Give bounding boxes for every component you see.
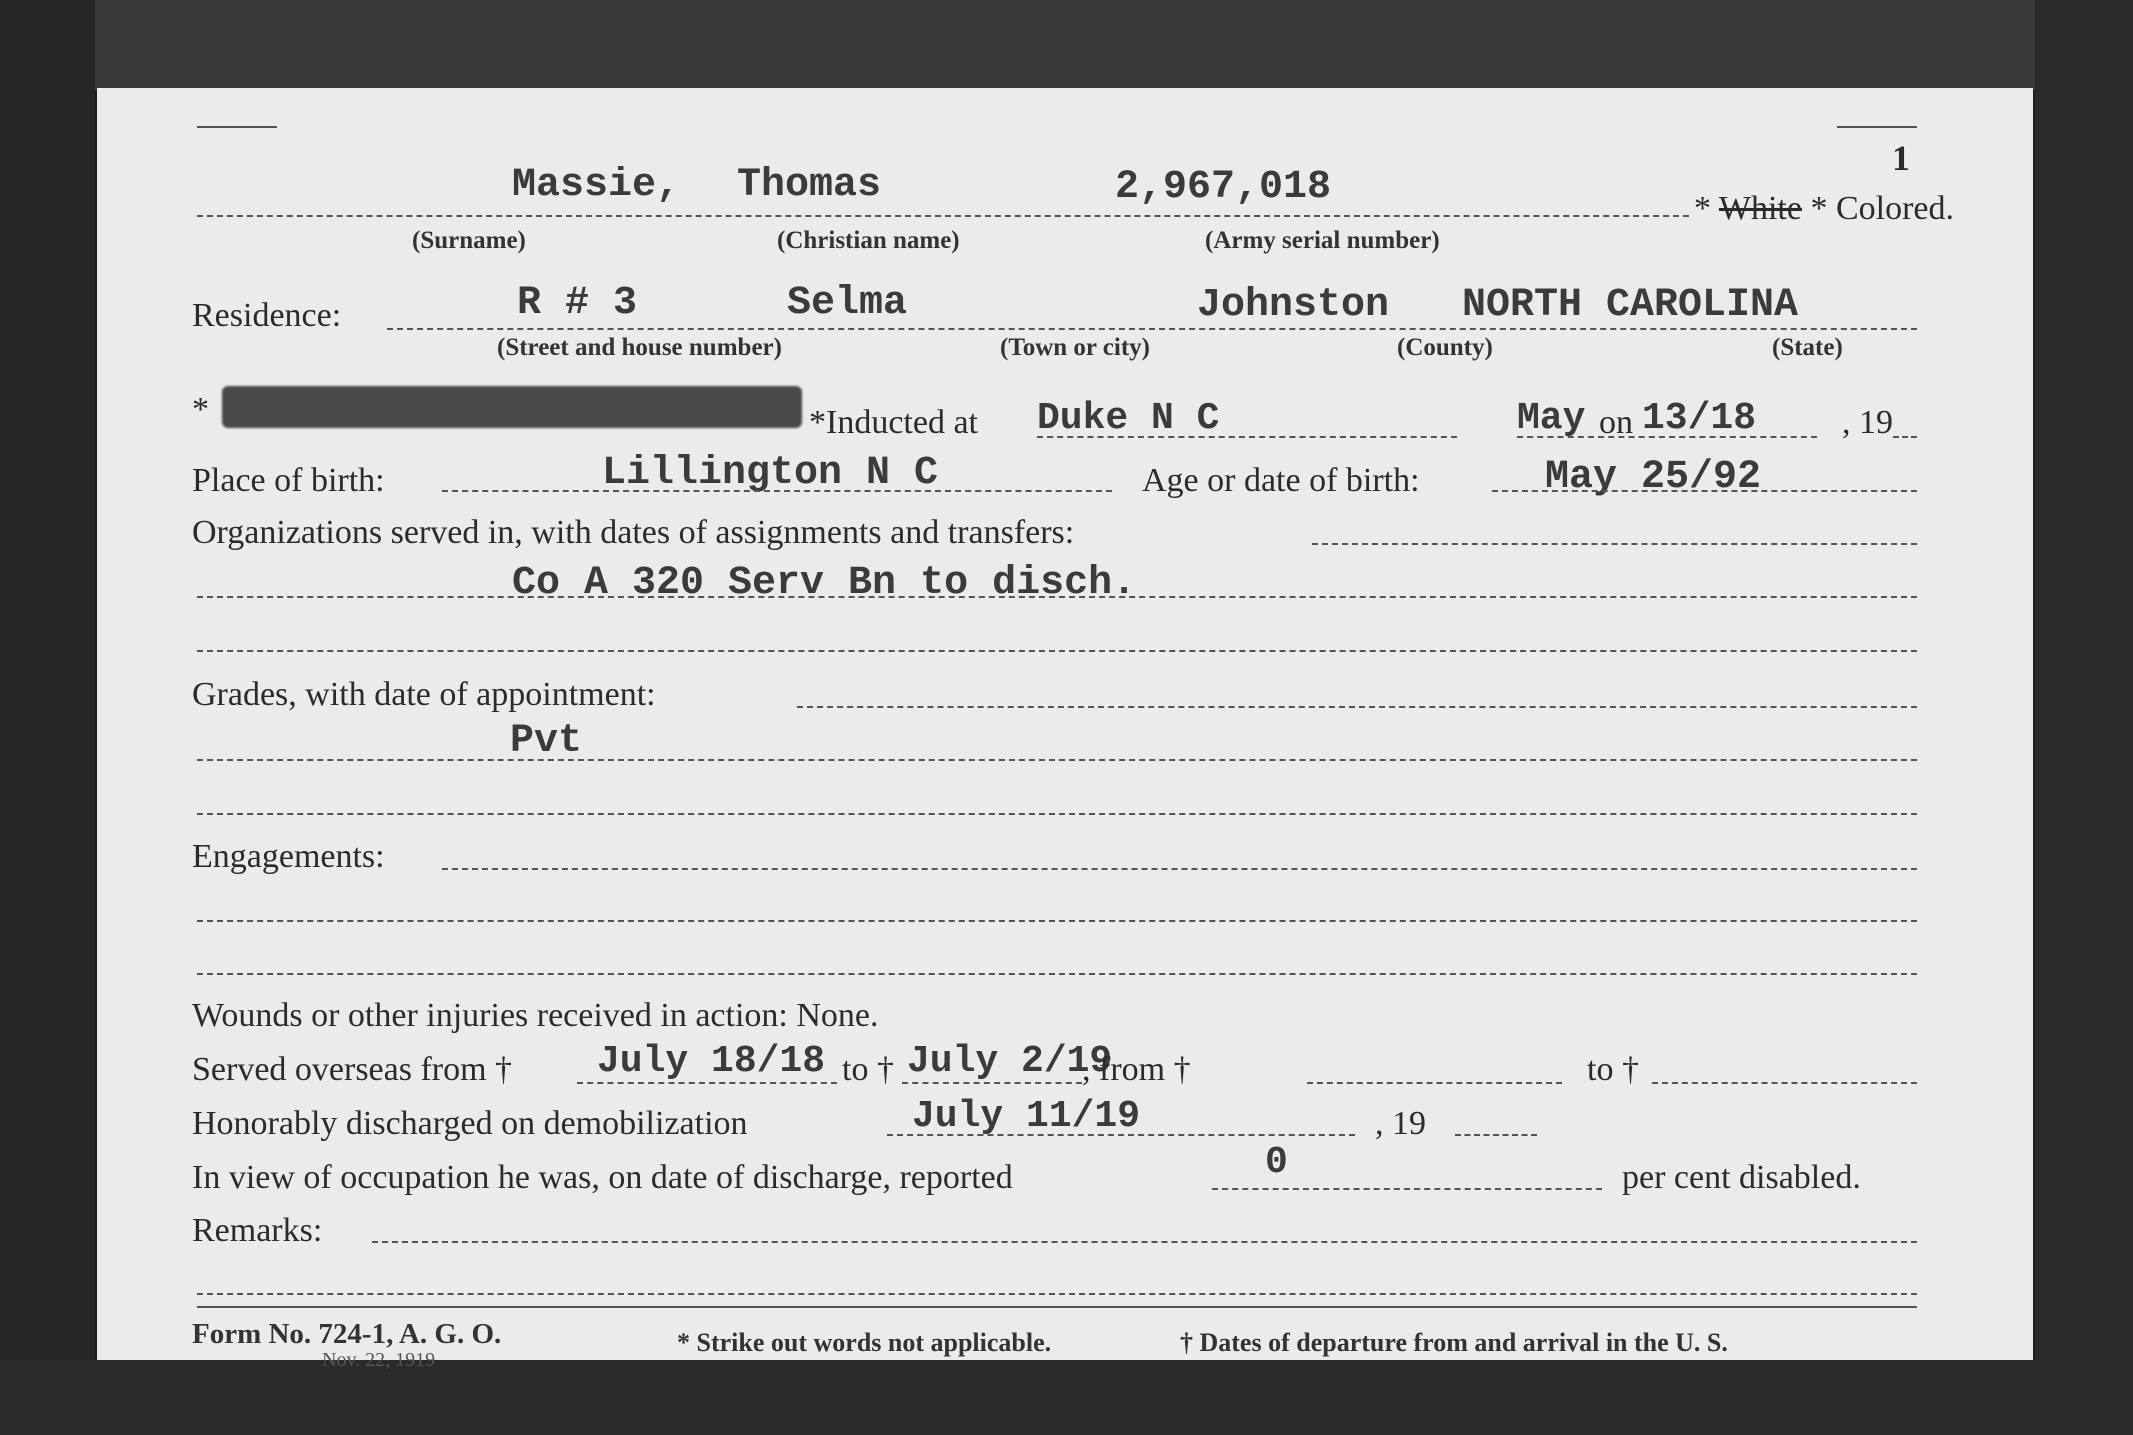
overseas-to2-line bbox=[1652, 1082, 1917, 1084]
age-line bbox=[1492, 490, 1917, 492]
card-number: 1 bbox=[1892, 138, 1910, 178]
overseas-to-value: July 2/19 bbox=[907, 1040, 1113, 1083]
discharge-value: July 11/19 bbox=[912, 1095, 1141, 1138]
serial-caption: (Army serial number) bbox=[1205, 227, 1440, 254]
grades-label: Grades, with date of appointment: bbox=[192, 676, 656, 713]
surname-caption: (Surname) bbox=[412, 227, 526, 254]
residence-street-value: R # 3 bbox=[517, 281, 638, 326]
place-of-birth-label: Place of birth: bbox=[192, 462, 385, 499]
residence-label: Residence: bbox=[192, 297, 342, 334]
discharge-year-suffix: , 19 bbox=[1375, 1105, 1426, 1142]
grades-line-3 bbox=[197, 813, 1917, 815]
overseas-from2-label: , from † bbox=[1082, 1051, 1191, 1088]
induction-year-line bbox=[1893, 436, 1917, 438]
form-number: Form No. 724-1, A. G. O. bbox=[192, 1318, 502, 1350]
remarks-line-1 bbox=[372, 1241, 1917, 1243]
enlistment-asterisk: * bbox=[192, 391, 209, 428]
organizations-label: Organizations served in, with dates of assignments and transfers: bbox=[192, 514, 1075, 551]
redaction-smudge bbox=[222, 386, 802, 428]
overseas-label: Served overseas from † bbox=[192, 1051, 513, 1088]
residence-line bbox=[387, 328, 1917, 330]
top-left-rule bbox=[197, 126, 277, 128]
organizations-value: Co A 320 Serv Bn to disch. bbox=[512, 561, 1137, 606]
race-field bbox=[1694, 192, 1954, 226]
scan-background-right bbox=[2035, 0, 2133, 1435]
top-right-rule bbox=[1837, 126, 1917, 128]
place-of-birth-line bbox=[442, 490, 1112, 492]
remarks-line-2 bbox=[197, 1293, 1917, 1295]
overseas-from-line bbox=[577, 1082, 837, 1084]
engagements-line-2 bbox=[197, 920, 1917, 922]
scan-background-left bbox=[0, 0, 95, 1435]
induction-date-line bbox=[1517, 436, 1817, 438]
inducted-label: *Inducted at bbox=[809, 404, 978, 441]
given-name-value: Thomas bbox=[737, 163, 882, 208]
induction-year-suffix: , 19 bbox=[1842, 404, 1893, 441]
residence-state-value: NORTH CAROLINA bbox=[1462, 283, 1799, 328]
discharge-year-line bbox=[1455, 1134, 1537, 1136]
residence-town-value: Selma bbox=[787, 281, 908, 326]
race-white-struck: White bbox=[1718, 190, 1802, 227]
organizations-line-2 bbox=[197, 596, 1917, 598]
inducted-line bbox=[1037, 436, 1457, 438]
county-caption: (County) bbox=[1397, 334, 1493, 361]
organizations-line-1 bbox=[1312, 543, 1917, 545]
grades-line-1 bbox=[797, 706, 1917, 708]
residence-county-value: Johnston bbox=[1197, 283, 1390, 328]
overseas-from2-line bbox=[1307, 1082, 1562, 1084]
race-colored: * Colored. bbox=[1801, 190, 1955, 227]
wounds-text: Wounds or other injuries received in action: None. bbox=[192, 997, 879, 1034]
footer-rule bbox=[197, 1306, 1917, 1308]
scan-background-bottom bbox=[0, 1360, 2133, 1435]
form-date: Nov. 22, 1919 bbox=[322, 1349, 436, 1371]
age-label: Age or date of birth: bbox=[1142, 462, 1420, 499]
service-record-card bbox=[97, 88, 2033, 1371]
town-caption: (Town or city) bbox=[1000, 334, 1150, 361]
disability-line bbox=[1212, 1188, 1602, 1190]
induction-month-value: May bbox=[1517, 397, 1586, 440]
remarks-label: Remarks: bbox=[192, 1212, 323, 1249]
state-caption: (State) bbox=[1772, 334, 1843, 361]
street-caption: (Street and house number) bbox=[497, 334, 782, 361]
engagements-label: Engagements: bbox=[192, 838, 385, 875]
engagements-line-3 bbox=[197, 973, 1917, 975]
discharge-label: Honorably discharged on demobilization bbox=[192, 1105, 748, 1142]
disability-label: In view of occupation he was, on date of discharge, reported bbox=[192, 1159, 1013, 1196]
overseas-to2-label: to † bbox=[1587, 1051, 1639, 1088]
disability-value: 0 bbox=[1265, 1141, 1288, 1184]
induction-day-value: 13/18 bbox=[1642, 397, 1757, 440]
grades-value: Pvt bbox=[510, 719, 583, 764]
overseas-from-value: July 18/18 bbox=[597, 1040, 826, 1083]
overseas-to-line bbox=[902, 1082, 1082, 1084]
race-prefix: * bbox=[1694, 190, 1719, 227]
footer-note-strike: * Strike out words not applicable. bbox=[677, 1328, 1052, 1357]
grades-line-2 bbox=[197, 759, 1917, 761]
footer-note-dates: † Dates of departure from and arrival in the U. S. bbox=[1180, 1328, 1728, 1357]
discharge-line bbox=[887, 1134, 1355, 1136]
surname-value: Massie, bbox=[512, 163, 681, 208]
serial-value: 2,967,018 bbox=[1115, 165, 1332, 210]
place-of-birth-value: Lillington N C bbox=[602, 451, 939, 496]
disability-suffix: per cent disabled. bbox=[1622, 1159, 1861, 1196]
inducted-place-value: Duke N C bbox=[1037, 397, 1220, 440]
age-value: May 25/92 bbox=[1545, 455, 1762, 500]
name-line bbox=[197, 215, 1689, 217]
engagements-line-1 bbox=[442, 868, 1917, 870]
scan-background-top bbox=[0, 0, 2133, 90]
induction-on-label: on bbox=[1599, 404, 1633, 441]
given-name-caption: (Christian name) bbox=[777, 227, 960, 254]
organizations-line-3 bbox=[197, 650, 1917, 652]
overseas-to-label: to † bbox=[842, 1051, 894, 1088]
